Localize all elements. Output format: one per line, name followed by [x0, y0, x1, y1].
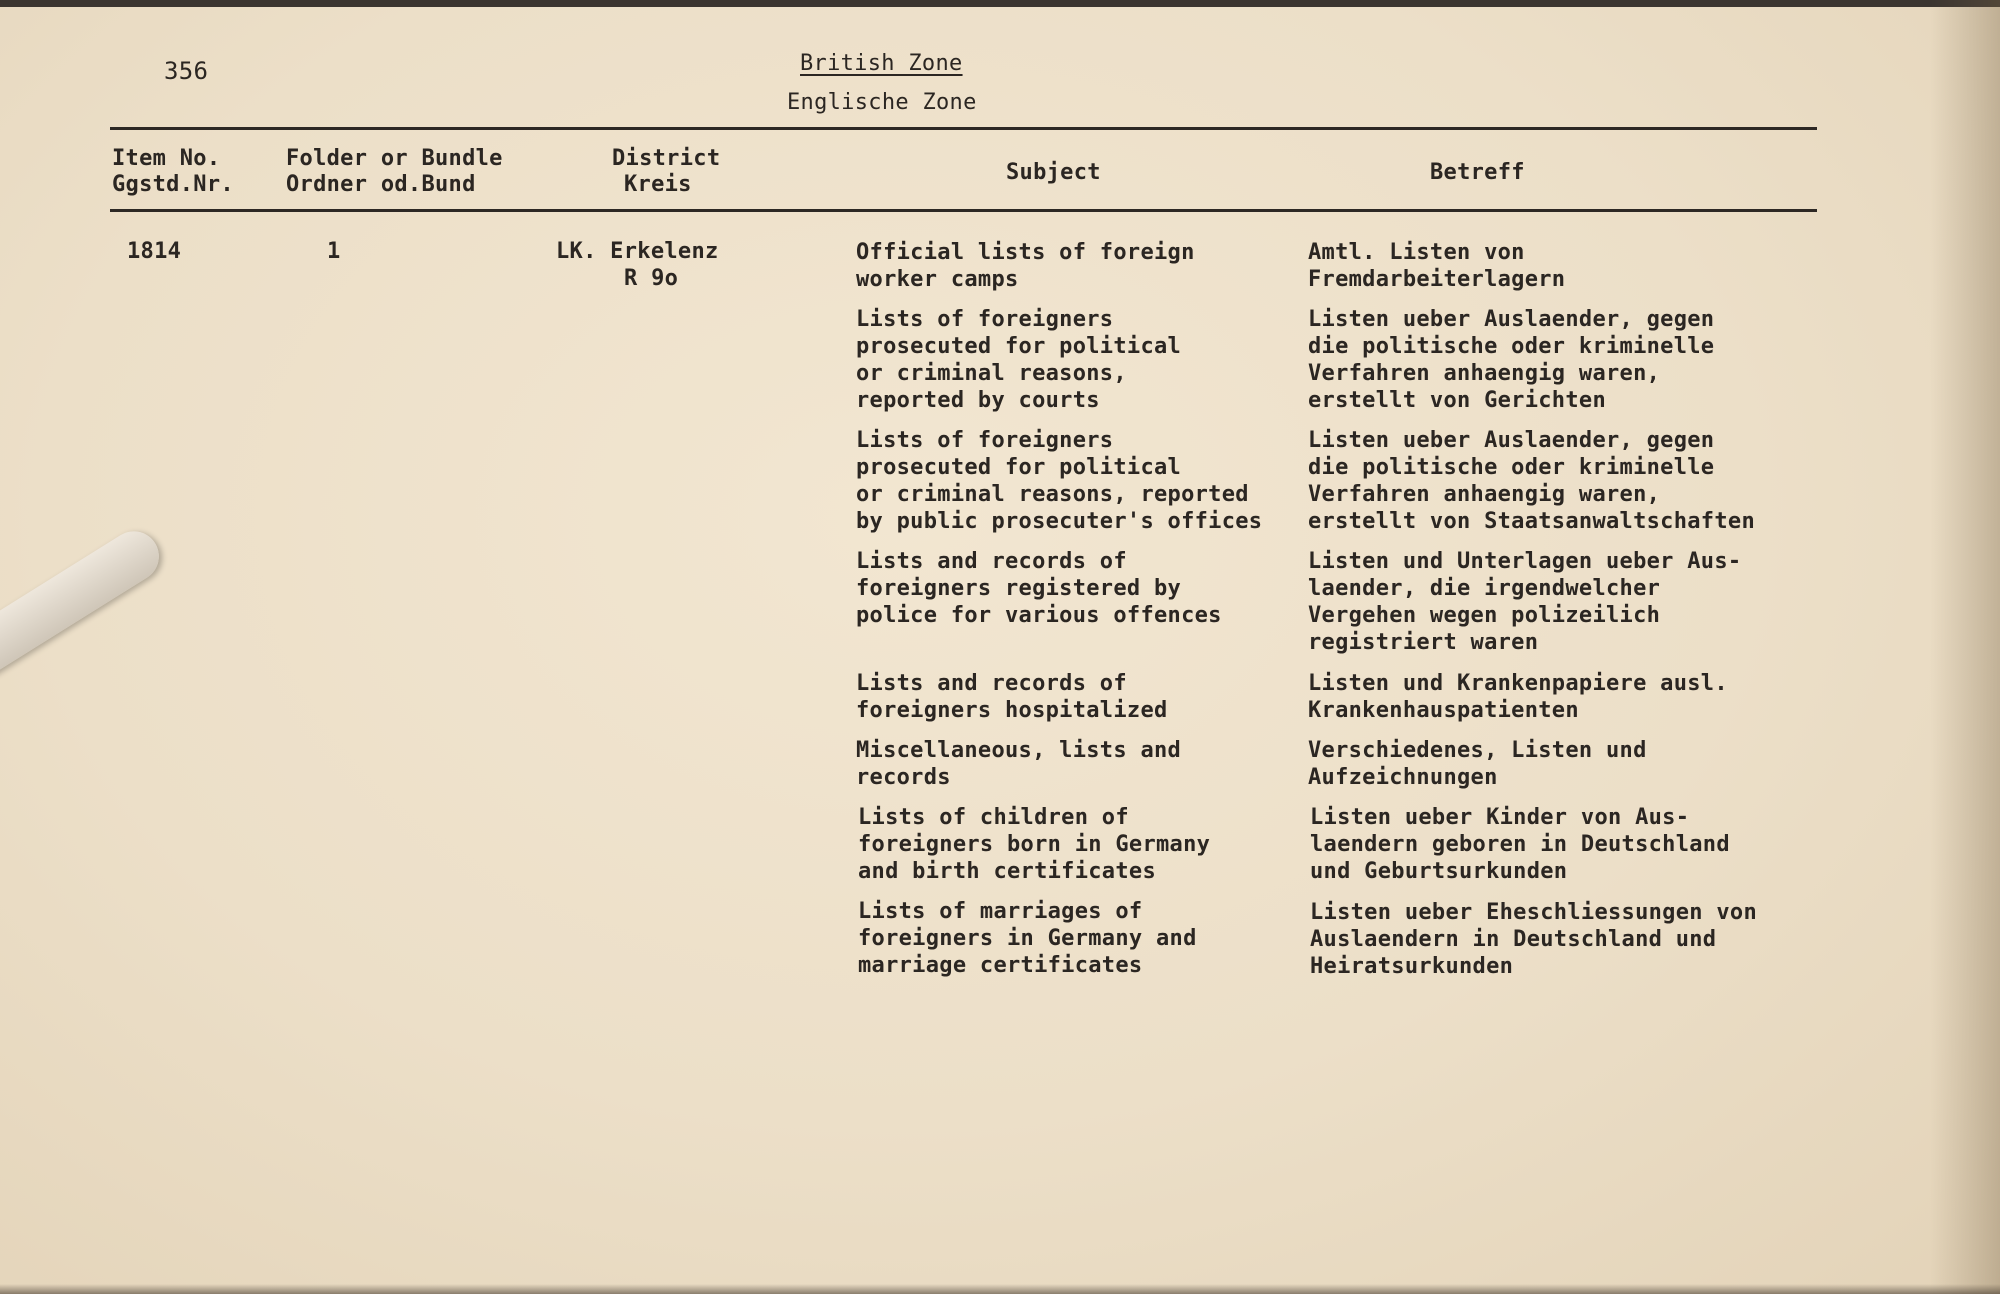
- betreff-cell: Listen ueber Kinder von Aus- laendern geboren in Deutschland und Geburtsurkunden: [1310, 805, 1730, 884]
- item-number: 1814: [127, 239, 182, 264]
- district-name: LK. Erkelenz: [556, 239, 719, 264]
- page-title: British Zone: [800, 51, 963, 76]
- betreff-cell: Verschiedenes, Listen und Aufzeichnungen: [1308, 738, 1647, 790]
- district-code: R 9o: [624, 266, 679, 291]
- betreff-cell: Listen und Krankenpapiere ausl. Krankenhauspatienten: [1308, 671, 1728, 723]
- subject-cell: Lists of foreigners prosecuted for political or criminal reasons, reported by public prosecuter's offices: [856, 428, 1263, 534]
- page-subtitle: Englische Zone: [787, 90, 977, 115]
- subject-cell: Lists of foreigners prosecuted for political or criminal reasons, reported by courts: [856, 307, 1182, 413]
- betreff-cell: Listen ueber Eheschliessungen von Auslaendern in Deutschland und Heiratsurkunden: [1310, 900, 1757, 979]
- paper-clip-holder: [0, 522, 168, 686]
- betreff-cell: Listen ueber Auslaender, gegen die politische oder kriminelle Verfahren anhaengig waren, erstellt von Gerichten: [1308, 307, 1715, 413]
- subject-cell: Lists of children of foreigners born in Germany and birth certificates: [858, 805, 1211, 884]
- subject-cell: Lists and records of foreigners registered by police for various offences: [856, 549, 1222, 628]
- header-bottom-rule: [110, 209, 1817, 212]
- header-item-no-german: Ggstd.Nr.: [112, 172, 234, 197]
- betreff-cell: Listen ueber Auslaender, gegen die politische oder kriminelle Verfahren anhaengig waren, erstellt von Staatsanwaltschaften: [1308, 428, 1755, 534]
- betreff-cell: Listen und Unterlagen ueber Aus- laender, die irgendwelcher Vergehen wegen polizeilich registriert waren: [1308, 549, 1742, 655]
- subject-cell: Lists of marriages of foreigners in Germany and marriage certificates: [858, 899, 1197, 978]
- header-folder: Folder or Bundle: [286, 146, 503, 171]
- header-item-no: Item No.: [112, 146, 221, 171]
- page-top-edge: [0, 0, 2000, 7]
- header-folder-german: Ordner od.Bund: [286, 172, 476, 197]
- header-betreff: Betreff: [1430, 160, 1525, 185]
- page-bottom-shadow: [0, 1284, 2000, 1294]
- header-district: District: [612, 146, 721, 171]
- header-subject: Subject: [1006, 160, 1101, 185]
- page-number: 356: [164, 57, 209, 85]
- subject-cell: Official lists of foreign worker camps: [856, 240, 1195, 292]
- subject-cell: Miscellaneous, lists and records: [856, 738, 1182, 790]
- subject-cell: Lists and records of foreigners hospitalized: [856, 671, 1168, 723]
- betreff-cell: Amtl. Listen von Fremdarbeiterlagern: [1308, 240, 1566, 292]
- page-gutter-shadow: [1930, 0, 2000, 1294]
- header-top-rule: [110, 127, 1817, 130]
- header-district-german: Kreis: [624, 172, 692, 197]
- folder-number: 1: [327, 239, 341, 264]
